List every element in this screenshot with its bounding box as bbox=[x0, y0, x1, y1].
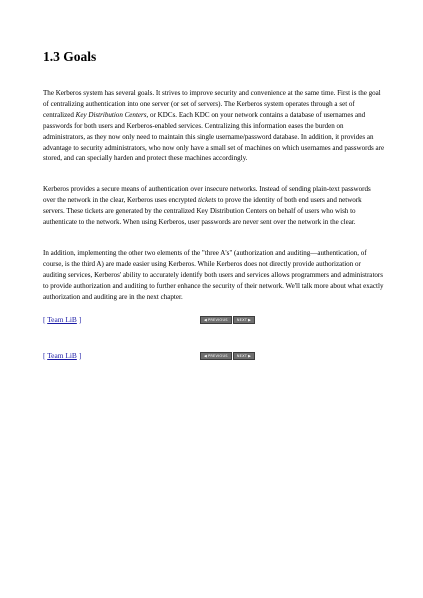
team-lib-link-wrapper bbox=[43, 350, 81, 362]
arrow-right-icon: ▶ bbox=[248, 317, 252, 322]
nav-bar-top bbox=[43, 314, 385, 326]
paragraph-text: Kerberos provides a secure means of authentication over insecure networks. Instead of sending plain-text passwords over the network in the clear, Kerberos uses encrypted bbox=[43, 185, 371, 205]
document-page bbox=[43, 48, 385, 362]
previous-button[interactable] bbox=[200, 316, 232, 324]
nav-bar-bottom bbox=[43, 350, 385, 362]
section-title: 1.3 Goals bbox=[43, 49, 97, 64]
arrow-left-icon: ◀ bbox=[204, 317, 207, 322]
previous-label: PREVIOUS bbox=[207, 317, 228, 322]
paragraph-secure-auth bbox=[43, 184, 385, 228]
emphasis-tickets: tickets bbox=[198, 196, 217, 205]
paragraph-three-as: In addition, implementing the other two elements of the "three A's" (authorization and auditing—authentication, of course, is the third A) are made easier using Kerberos. While Kerberos does not directly provide authorization or auditing services, Kerberos' ability to accurately identify both users and services allows programmers and administrators to provide authorization and auditing to further enhance the security of their network. We'll talk more about what exactly authorization and auditing are in the next chapter. bbox=[43, 248, 384, 301]
bracket-open: [ bbox=[43, 314, 48, 324]
next-label: NEXT bbox=[236, 317, 248, 322]
team-lib-link-wrapper bbox=[43, 314, 81, 326]
bracket-close: ] bbox=[76, 350, 82, 360]
next-button[interactable] bbox=[233, 352, 255, 360]
next-label: NEXT bbox=[236, 353, 248, 358]
team-lib-link[interactable]: Team LiB bbox=[47, 350, 77, 360]
paragraph-text: , or KDCs. Each KDC on your network contains a database of usernames and passwords for both users and Kerberos-enabled services. Centralizing this information eases the burden on administrators, as they now only need to maintain this single username/password database. In addition, it provides an advantage to security administrators, who now only have a small set of machines on which usernames and passwords are stored, and can specially harden and protect these machines accordingly. bbox=[43, 110, 385, 163]
paragraph-centralization bbox=[43, 88, 385, 164]
previous-label: PREVIOUS bbox=[207, 353, 228, 358]
emphasis-kdc: Key Distribution Centers bbox=[75, 110, 147, 119]
previous-button[interactable] bbox=[200, 352, 232, 360]
arrow-right-icon: ▶ bbox=[248, 353, 252, 358]
next-button[interactable] bbox=[233, 316, 255, 324]
page-nav-buttons bbox=[200, 316, 255, 324]
paragraph-text: to prove the identity of both end users and network servers. These tickets are generated by the centralized Key Distribution Centers on behalf of users who wish to authenticate to the network. When using Kerberos, user passwords are never sent over the network in the clear. bbox=[43, 196, 362, 227]
arrow-left-icon: ◀ bbox=[204, 353, 207, 358]
bracket-close: ] bbox=[76, 314, 82, 324]
paragraph-text: The Kerberos system has several goals. It strives to improve security and convenience at the same time. First is the goal of centralizing authentication into one server (or set of servers). The Kerberos system operates through a set of centralized bbox=[43, 89, 381, 119]
page-nav-buttons bbox=[200, 352, 255, 360]
team-lib-link[interactable]: Team LiB bbox=[47, 314, 77, 324]
bracket-open: [ bbox=[43, 350, 48, 360]
